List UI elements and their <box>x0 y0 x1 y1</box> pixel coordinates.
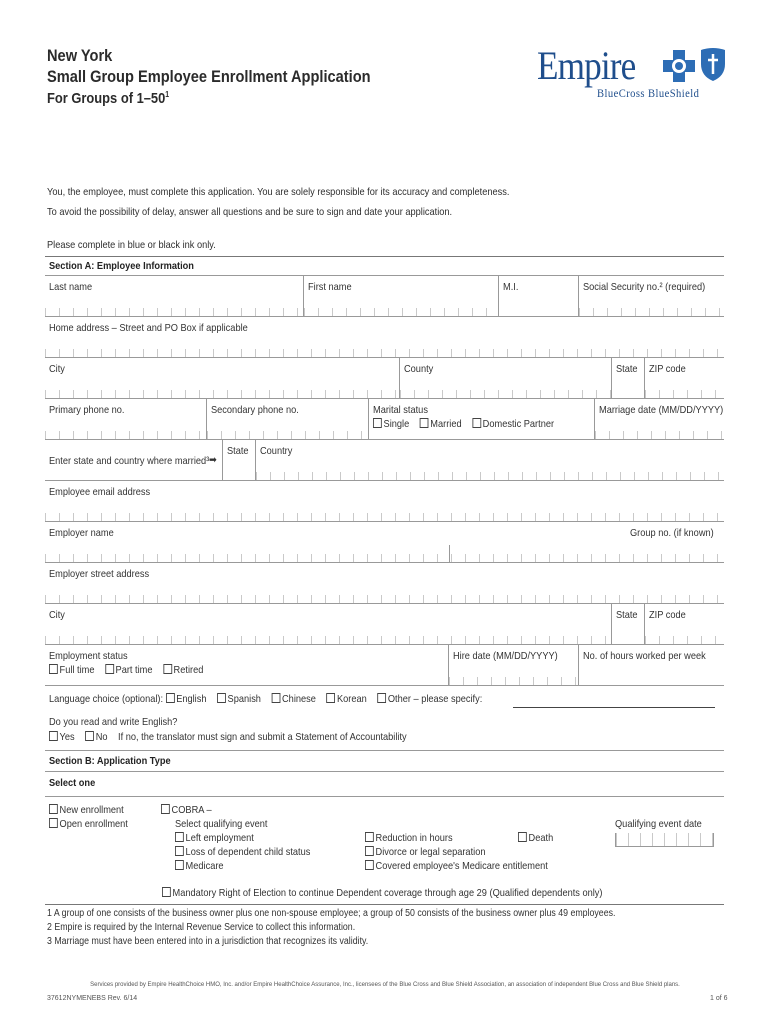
other-language-label: Other – please specify: <box>387 693 483 705</box>
read-write-options <box>49 731 407 743</box>
primary-phone-field[interactable] <box>45 399 206 439</box>
home-address-field[interactable] <box>45 317 724 357</box>
intro-line-3: Please complete in blue or black ink only. <box>47 239 216 251</box>
employment-status-field <box>45 645 448 685</box>
email-field[interactable] <box>45 481 724 521</box>
full-time-label: Full time <box>59 664 95 676</box>
marital-status-label: Marital status <box>373 404 428 416</box>
no-checkbox[interactable] <box>85 731 94 741</box>
cobra-checkbox[interactable] <box>161 804 170 814</box>
employer-state-label: State <box>616 609 638 621</box>
open-enrollment-checkbox[interactable] <box>49 818 58 828</box>
married-place-row <box>45 440 724 481</box>
employment-status-label: Employment status <box>49 650 128 662</box>
medicare-entitlement-option[interactable] <box>365 860 548 872</box>
footnote-3: 3 Marriage must have been entered into in a jurisdiction that recognizes its validity. <box>47 936 369 947</box>
employment-options <box>49 664 211 676</box>
divorce-label: Divorce or legal separation <box>375 846 486 858</box>
select-qualifying-label: Select qualifying event <box>175 818 268 830</box>
first-name-label: First name <box>308 281 352 293</box>
part-time-label: Part time <box>115 664 153 676</box>
open-enrollment-label: Open enrollment <box>59 818 128 830</box>
first-name-field[interactable] <box>303 276 498 316</box>
marital-status-field <box>368 399 594 439</box>
married-country-label: Country <box>260 445 293 457</box>
new-enrollment-label: New enrollment <box>59 804 124 816</box>
language-label: Language choice (optional): <box>49 693 164 705</box>
married-checkbox[interactable] <box>420 418 429 428</box>
section-b-header <box>45 751 724 772</box>
city-label: City <box>49 363 65 375</box>
korean-option[interactable] <box>326 693 366 705</box>
employment-row <box>45 645 724 686</box>
death-checkbox[interactable] <box>518 832 527 842</box>
mi-field[interactable] <box>498 276 578 316</box>
select-one-row <box>45 772 724 797</box>
title-line-1: New York <box>47 46 113 65</box>
other-language-checkbox[interactable] <box>377 693 386 703</box>
loss-dependent-checkbox[interactable] <box>175 846 184 856</box>
county-label: County <box>404 363 434 375</box>
yes-label: Yes <box>59 731 75 743</box>
last-name-label: Last name <box>49 281 93 293</box>
korean-label: Korean <box>336 693 367 705</box>
open-enrollment-option[interactable] <box>49 818 128 830</box>
english-option[interactable] <box>166 693 207 705</box>
hours-week-label: No. of hours worked per week <box>583 650 706 662</box>
employer-street-field[interactable] <box>45 563 724 603</box>
other-language-option[interactable] <box>377 693 482 705</box>
state-label: State <box>616 363 638 375</box>
mi-label: M.I. <box>503 281 519 293</box>
state-field[interactable] <box>611 358 644 398</box>
cobra-label: COBRA – <box>171 804 212 816</box>
single-label: Single <box>383 418 410 430</box>
home-address-label: Home address – Street and PO Box if applicable <box>49 322 248 334</box>
loss-dependent-label: Loss of dependent child status <box>185 846 311 858</box>
city-field[interactable] <box>45 358 399 398</box>
full-time-option[interactable] <box>49 664 94 676</box>
employer-city-row <box>45 604 724 645</box>
new-enrollment-checkbox[interactable] <box>49 804 58 814</box>
employer-city-field[interactable] <box>45 604 611 644</box>
secondary-phone-field[interactable] <box>206 399 368 439</box>
home-address-row <box>45 317 724 358</box>
intro-line-1: You, the employee, must complete this application. You are solely responsible for its accuracy and completeness. <box>47 186 510 198</box>
marriage-date-label: Marriage date (MM/DD/YYYY) <box>599 404 724 416</box>
email-label: Employee email address <box>49 486 151 498</box>
chinese-label: Chinese <box>282 693 316 705</box>
footnote-2: 2 Empire is required by the Internal Revenue Service to collect this information. <box>47 922 356 933</box>
yes-checkbox[interactable] <box>49 731 58 741</box>
read-write-row <box>45 711 724 751</box>
married-prompt-label: Enter state and country where married³ <box>49 455 210 467</box>
chinese-checkbox[interactable] <box>271 693 280 703</box>
phone-row <box>45 399 724 440</box>
section-a-header <box>45 257 724 276</box>
ssn-field[interactable] <box>578 276 724 316</box>
group-no-label: Group no. (if known) <box>630 527 714 539</box>
secondary-phone-label: Secondary phone no. <box>211 404 299 416</box>
employer-street-label: Employer street address <box>49 568 150 580</box>
section-a-title: Section A: Employee Information <box>49 260 194 272</box>
left-employment-checkbox[interactable] <box>175 832 184 842</box>
hire-date-label: Hire date (MM/DD/YYYY) <box>453 650 558 662</box>
empire-logo <box>537 40 727 102</box>
city-row <box>45 358 724 399</box>
domestic-partner-checkbox[interactable] <box>472 418 481 428</box>
spanish-label: Spanish <box>227 693 261 705</box>
married-country-field[interactable] <box>255 440 724 480</box>
mandatory-election-checkbox[interactable] <box>162 887 171 897</box>
divorce-option[interactable] <box>365 846 485 858</box>
services-text: Services provided by Empire HealthChoice HMO, Inc. and/or Empire HealthChoice Assurance, Inc., licensees of the Blue Cross and Blue Shield Association, an association of independent Blue Cross and Blue Shield plans. <box>90 982 680 988</box>
loss-dependent-option[interactable] <box>175 846 310 858</box>
mandatory-election-option[interactable] <box>162 887 603 899</box>
primary-phone-label: Primary phone no. <box>49 404 125 416</box>
reduction-hours-checkbox[interactable] <box>365 832 374 842</box>
title-line-3-text: For Groups of 1–50 <box>47 90 166 107</box>
last-name-field[interactable] <box>45 276 303 316</box>
other-language-input[interactable] <box>513 707 715 708</box>
hire-date-field[interactable] <box>448 645 578 685</box>
part-time-option[interactable] <box>105 664 153 676</box>
marital-single-option[interactable] <box>373 418 409 430</box>
qualifying-date-label: Qualifying event date <box>615 818 702 830</box>
employer-zip-field[interactable] <box>644 604 724 644</box>
services-disclaimer <box>0 982 770 988</box>
part-time-checkbox[interactable] <box>105 664 114 674</box>
english-label: English <box>176 693 207 705</box>
left-employment-option[interactable] <box>175 832 254 844</box>
married-state-label: State <box>227 445 249 457</box>
blue-shield-icon <box>699 46 727 82</box>
language-row <box>45 686 724 711</box>
logo-subtitle: BlueCross BlueShield <box>597 86 700 100</box>
retired-label: Retired <box>173 664 204 676</box>
section-b-title: Section B: Application Type <box>49 755 171 767</box>
name-row <box>45 276 724 317</box>
employer-state-field[interactable] <box>611 604 644 644</box>
medicare-entitlement-checkbox[interactable] <box>365 860 374 870</box>
employer-name-field[interactable] <box>45 522 724 562</box>
title-line-3 <box>47 90 169 107</box>
spanish-checkbox[interactable] <box>217 693 226 703</box>
language-line <box>49 693 490 705</box>
medicare-checkbox[interactable] <box>175 860 184 870</box>
mandatory-election-label: Mandatory Right of Election to continue Dependent coverage through age 29 (Qualified dependents only) <box>172 887 603 899</box>
death-option[interactable] <box>518 832 553 844</box>
email-row <box>45 481 724 522</box>
single-checkbox[interactable] <box>373 418 382 428</box>
cobra-option[interactable] <box>161 804 212 816</box>
married-prompt <box>45 440 222 480</box>
retired-option[interactable] <box>163 664 203 676</box>
english-checkbox[interactable] <box>166 693 175 703</box>
yes-option[interactable] <box>49 731 75 743</box>
ssn-label: Social Security no.² (required) <box>583 281 706 293</box>
select-one-label: Select one <box>49 777 96 789</box>
no-label: No <box>95 731 108 743</box>
enrollment-form <box>45 256 724 905</box>
employer-city-label: City <box>49 609 65 621</box>
title-footnote-ref: 1 <box>165 90 170 99</box>
marital-options <box>373 418 562 430</box>
no-option[interactable] <box>85 731 107 743</box>
title-line-2: Small Group Employee Enrollment Application <box>47 67 371 86</box>
application-type-body <box>45 797 724 905</box>
read-write-question: Do you read and write English? <box>49 716 178 728</box>
death-label: Death <box>528 832 554 844</box>
qualifying-date-input[interactable] <box>615 833 714 847</box>
divorce-checkbox[interactable] <box>365 846 374 856</box>
spanish-option[interactable] <box>217 693 261 705</box>
marital-married-option[interactable] <box>420 418 462 430</box>
employer-name-label: Employer name <box>49 527 114 539</box>
chinese-option[interactable] <box>271 693 315 705</box>
logo-word: Empire <box>537 43 636 88</box>
married-label: Married <box>430 418 462 430</box>
married-state-field[interactable] <box>222 440 255 480</box>
employer-zip-label: ZIP code <box>649 609 686 621</box>
zip-field[interactable] <box>644 358 724 398</box>
arrow-right-icon: ➡ <box>209 454 217 466</box>
reduction-hours-option[interactable] <box>365 832 453 844</box>
korean-checkbox[interactable] <box>326 693 335 703</box>
footnote-1: 1 A group of one consists of the business owner plus one non-spouse employee; a group of 50 consists of the business owner plus 49 employees. <box>47 908 616 919</box>
page-number: 1 of 6 <box>710 995 728 1002</box>
intro-line-2: To avoid the possibility of delay, answer all questions and be sure to sign and date your application. <box>47 206 453 218</box>
zip-label: ZIP code <box>649 363 686 375</box>
full-time-checkbox[interactable] <box>49 664 58 674</box>
hours-week-field[interactable] <box>578 645 724 685</box>
translator-note: If no, the translator must sign and submit a Statement of Accountability <box>118 731 407 743</box>
blue-cross-icon <box>661 48 697 84</box>
employer-street-row <box>45 563 724 604</box>
county-field[interactable] <box>399 358 611 398</box>
retired-checkbox[interactable] <box>163 664 172 674</box>
new-enrollment-option[interactable] <box>49 804 124 816</box>
reduction-hours-label: Reduction in hours <box>375 832 453 844</box>
medicare-entitlement-label: Covered employee's Medicare entitlement <box>375 860 548 872</box>
form-number: 37612NYMENEBS Rev. 6/14 <box>47 995 138 1002</box>
group-no-divider <box>449 545 450 563</box>
employer-name-row <box>45 522 724 563</box>
medicare-option[interactable] <box>175 860 224 872</box>
marital-dp-option[interactable] <box>472 418 554 430</box>
marriage-date-field[interactable] <box>594 399 724 439</box>
medicare-label: Medicare <box>185 860 224 872</box>
domestic-partner-label: Domestic Partner <box>482 418 555 430</box>
left-employment-label: Left employment <box>185 832 254 844</box>
